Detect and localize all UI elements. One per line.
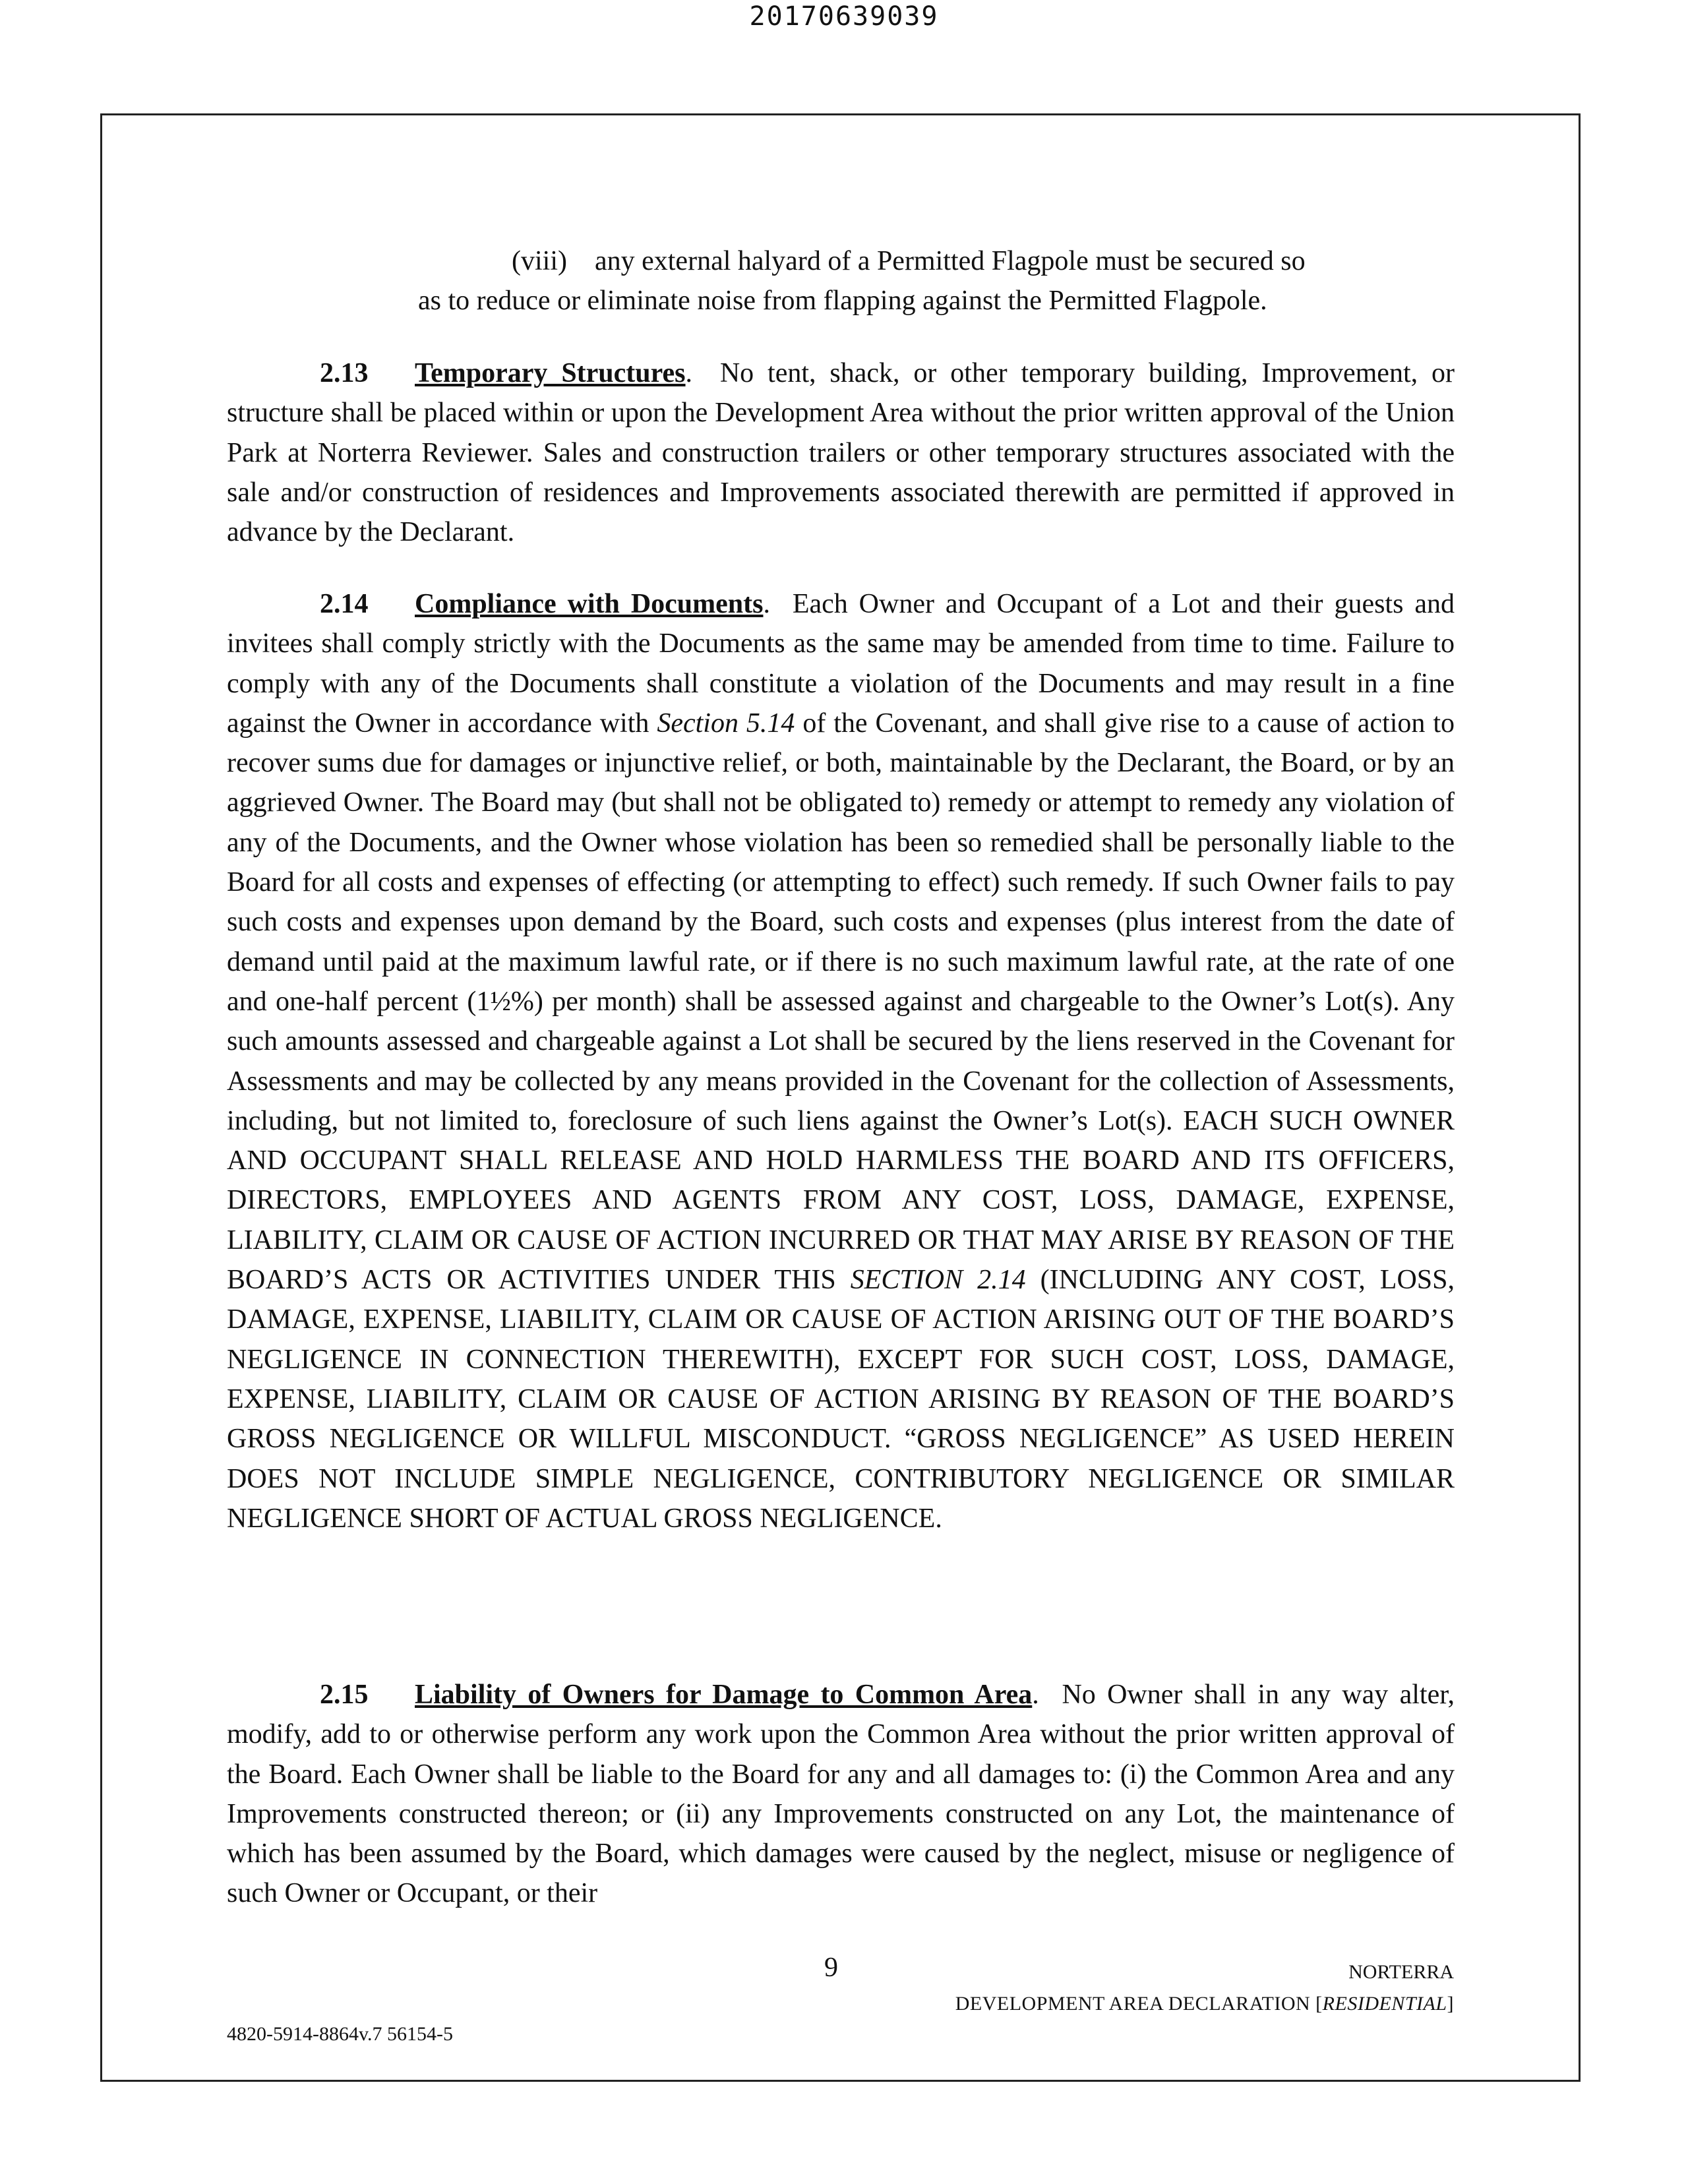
footer-document-id: 4820-5914-8864v.7 56154-5: [227, 2023, 454, 2045]
section-body-c: (INCLUDING ANY COST, LOSS, DAMAGE, EXPENSE, LIABILITY, CLAIM OR CAUSE OF ACTION ARISING OUT OF THE BOARD’S NEGLIGENCE IN CONNECTION THEREWITH), EXCEPT FOR SUCH COST, LOSS, DAMAGE, EXPENSE, LIABILITY, CLAIM OR CAUSE OF ACTION ARISING BY REASON OF THE BOARD’S GROSS NEGLIGENCE OR WILLFUL MISCONDUCT. “GROSS NEGLIGENCE” AS USED HEREIN DOES NOT INCLUDE SIMPLE NEGLIGENCE, CONTRIBUTORY NEGLIGENCE OR SIMILAR NEGLIGENCE SHORT OF ACTUAL GROSS NEGLIGENCE.: [227, 1265, 1455, 1534]
item-viii-line1: [227, 241, 1455, 281]
section-2-15-paragraph: 2.15 Liability of Owners for Damage to Common Area. No Owner shall in any way alter, modify, add to or otherwise perform any work upon the Common Area without the prior written approval of the Board. Each Owner shall be liable to the Board for any and all damages to: (i) the Common Area and any Improvements constructed thereon; or (ii) any Improvements constructed on any Lot, the maintenance of which has been assumed by the Board, which damages were caused by the neglect, misuse or negligence of such Owner or Occupant, or their: [227, 1675, 1455, 1914]
section-2-14-paragraph: 2.14 Compliance with Documents. Each Owner and Occupant of a Lot and their guests and invitees shall comply strictly with the Documents as the same may be amended from time to time. Failure to comply with any of the Documents shall constitute a violation of the Documents and may result in a fine against the Owner in accordance with Section 5.14 of the Covenant, and shall give rise to a cause of action to recover sums due for damages or injunctive relief, or both, maintainable by the Declarant, the Board, or by an aggrieved Owner. The Board may (but shall not be obligated to) remedy or attempt to remedy any violation of any of the Documents, and the Owner whose violation has been so remedied shall be personally liable to the Board for all costs and expenses of effecting (or attempting to effect) such remedy. If such Owner fails to pay such costs and expenses upon demand by the Board, such costs and expenses (plus interest from the date of demand until paid at the maximum lawful rate, or if there is no such maximum lawful rate, at the rate of one and one-half percent (1½%) per month) shall be assessed against and chargeable to the Owner’s Lot(s). Any such amounts assessed and chargeable against a Lot shall be secured by the liens reserved in the Covenant for Assessments and may be collected by any means provided in the Covenant for the collection of Assessments, including, but not limited to, foreclosure of such liens against the Owner’s Lot(s). EACH SUCH OWNER AND OCCUPANT SHALL RELEASE AND HOLD HARMLESS THE BOARD AND ITS OFFICERS, DIRECTORS, EMPLOYEES AND AGENTS FROM ANY COST, LOSS, DAMAGE, EXPENSE, LIABILITY, CLAIM OR CAUSE OF ACTION INCURRED OR THAT MAY ARISE BY REASON OF THE BOARD’S ACTS OR ACTIVITIES UNDER THIS SECTION 2.14 (INCLUDING ANY COST, LOSS, DAMAGE, EXPENSE, LIABILITY, CLAIM OR CAUSE OF ACTION ARISING OUT OF THE BOARD’S NEGLIGENCE IN CONNECTION THEREWITH), EXCEPT FOR SUCH COST, LOSS, DAMAGE, EXPENSE, LIABILITY, CLAIM OR CAUSE OF ACTION ARISING BY REASON OF THE BOARD’S GROSS NEGLIGENCE OR WILLFUL MISCONDUCT. “GROSS NEGLIGENCE” AS USED HEREIN DOES NOT INCLUDE SIMPLE NEGLIGENCE, CONTRIBUTORY NEGLIGENCE OR SIMILAR NEGLIGENCE SHORT OF ACTUAL GROSS NEGLIGENCE.: [227, 584, 1455, 1538]
section-title: Liability of Owners for Damage to Common Area: [415, 1680, 1033, 1710]
section-reference-2-14: SECTION 2.14: [850, 1265, 1026, 1296]
section-reference-5-14: Section 5.14: [657, 708, 795, 739]
section-2-13: [227, 353, 1455, 552]
item-viii-line2: as to reduce or eliminate noise from flapping against the Permitted Flagpole.: [418, 286, 1267, 317]
section-number: 2.15: [320, 1680, 369, 1710]
item-viii: [227, 241, 1455, 321]
item-viii-text1: any external halyard of a Permitted Flagpole must be secured so: [594, 246, 1306, 276]
section-body: No tent, shack, or other temporary building, Improvement, or structure shall be placed within or upon the Development Area without the prior written approval of the Union Park at Norterra Reviewer. Sales and construction trailers or other temporary structures associated with the sale and/or construction of residences and Improvements associated therewith are permitted if approved in advance by the Declarant.: [227, 358, 1455, 548]
section-title: Temporary Structures: [415, 358, 686, 388]
recording-number: 20170639039: [749, 1, 939, 32]
page-number: 9: [824, 1953, 838, 1983]
section-body-a: Each Owner and Occupant of a Lot and their guests and invitees shall comply strictly with the Documents as the same may be amended from time to time. Failure to comply with any of the Documents shall constitute a violation of the Documents and may result in a fine against the Owner in accordance with: [227, 589, 1455, 739]
section-body: No Owner shall in any way alter, modify, add to or otherwise perform any work upon the Common Area without the prior written approval of the Board. Each Owner shall be liable to the Board for any and all damages to: (i) the Common Area and any Improvements constructed thereon; or (ii) any Improvements constructed on any Lot, the maintenance of which has been assumed by the Board, which damages were caused by the neglect, misuse or negligence of such Owner or Occupant, or their: [227, 1680, 1455, 1909]
section-number: 2.14: [320, 589, 369, 619]
footer-doc-title: [955, 1993, 1454, 2015]
section-2-13-paragraph: 2.13 Temporary Structures. No tent, shack, or other temporary building, Improvement, or structure shall be placed within or upon the Development Area without the prior written approval of the Union Park at Norterra Reviewer. Sales and construction trailers or other temporary structures associated with the sale and/or construction of residences and Improvements associated therewith are permitted if approved in advance by the Declarant.: [227, 353, 1455, 552]
footer-doc-title-text: DEVELOPMENT AREA DECLARATION [: [955, 1993, 1323, 2015]
footer-doc-title-italic: RESIDENTIAL: [1322, 1993, 1447, 2015]
item-viii-label: (viii): [512, 246, 567, 276]
section-title: Compliance with Documents: [415, 589, 764, 619]
section-2-15: [227, 1675, 1455, 1914]
footer-project: NORTERRA: [1348, 1961, 1454, 1983]
section-2-14: [227, 584, 1455, 1538]
section-number: 2.13: [320, 358, 369, 388]
footer-doc-title-end: ]: [1447, 1993, 1454, 2015]
section-body-b: of the Covenant, and shall give rise to a cause of action to recover sums due for damages or injunctive relief, or both, maintainable by the Declarant, the Board, or by an aggrieved Owner. The Board may (but shall not be obligated to) remedy or attempt to remedy any violation of any of the Documents, and the Owner whose violation has been so remedied shall be personally liable to the Board for all costs and expenses of effecting (or attempting to effect) such remedy. If such Owner fails to pay such costs and expenses upon demand by the Board, such costs and expenses (plus interest from the date of demand until paid at the maximum lawful rate, or if there is no such maximum lawful rate, at the rate of one and one-half percent (1½%) per month) shall be assessed against and chargeable to the Owner’s Lot(s). Any such amounts assessed and chargeable against a Lot shall be secured by the liens reserved in the Covenant for Assessments and may be collected by any means provided in the Covenant for the collection of Assessments, including, but not limited to, foreclosure of such liens against the Owner’s Lot(s). EACH SUCH OWNER AND OCCUPANT SHALL RELEASE AND HOLD HARMLESS THE BOARD AND ITS OFFICERS, DIRECTORS, EMPLOYEES AND AGENTS FROM ANY COST, LOSS, DAMAGE, EXPENSE, LIABILITY, CLAIM OR CAUSE OF ACTION INCURRED OR THAT MAY ARISE BY REASON OF THE BOARD’S ACTS OR ACTIVITIES UNDER THIS: [227, 708, 1455, 1296]
